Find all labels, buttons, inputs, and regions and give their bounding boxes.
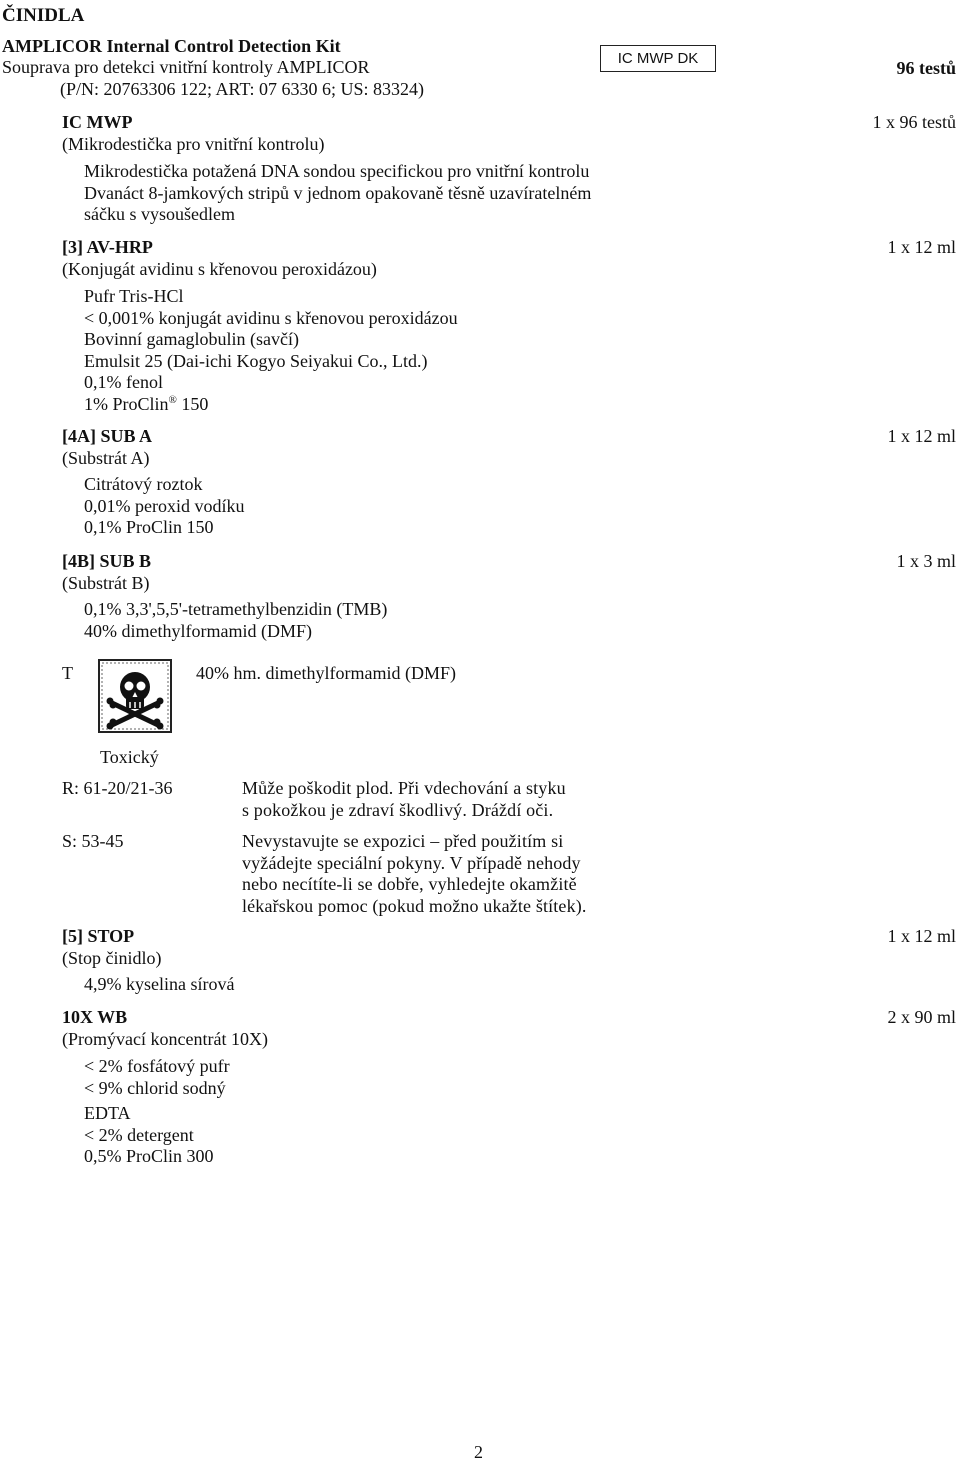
reagent-composition xyxy=(84,1056,230,1168)
hazard-letter: T xyxy=(62,663,73,683)
page-number: 2 xyxy=(474,1442,483,1462)
proclin-text: 1% ProClin xyxy=(84,393,169,414)
reagent-qty: 1 x 12 ml xyxy=(887,237,956,257)
reagent-qty: 2 x 90 ml xyxy=(887,1007,956,1027)
composition-line: 4,9% kyselina sírová xyxy=(84,974,235,994)
reagent-composition xyxy=(84,474,244,539)
composition-line: < 2% fosfátový pufr xyxy=(84,1056,230,1076)
registered-mark: ® xyxy=(168,393,177,406)
reagent-desc: (Konjugát avidinu s křenovou peroxidázou) xyxy=(62,259,377,279)
safety-line: lékařskou pomoc (pokud možno ukažte štítek). xyxy=(242,895,587,916)
reagent-desc: (Substrát A) xyxy=(62,448,150,468)
risk-phrase-code: R: 61-20/21-36 xyxy=(62,778,173,798)
risk-phrase-text xyxy=(242,778,566,821)
reagent-name: [4B] SUB B xyxy=(62,551,152,571)
composition-line: < 2% detergent xyxy=(84,1124,194,1145)
skull-crossbones-icon xyxy=(98,659,172,733)
reagent-desc: (Substrát B) xyxy=(62,573,150,593)
kit-tests-count: 96 testů xyxy=(896,58,956,78)
reagent-qty: 1 x 12 ml xyxy=(887,426,956,446)
hazard-label: Toxický xyxy=(100,747,159,767)
composition-line: Mikrodestička potažená DNA sondou specifickou pro vnitřní kontrolu xyxy=(84,161,590,181)
composition-line-proclin xyxy=(84,394,458,416)
composition-line: Emulsit 25 (Dai-ichi Kogyo Seiyakui Co., Ltd.) xyxy=(84,350,428,371)
composition-line: < 9% chlorid sodný xyxy=(84,1077,226,1098)
hazard-substance: 40% hm. dimethylformamid (DMF) xyxy=(196,663,456,683)
composition-line: Bovinní gamaglobulin (savčí) xyxy=(84,329,299,349)
reagent-name: [4A] SUB A xyxy=(62,426,153,446)
reagent-name: 10X WB xyxy=(62,1007,128,1027)
composition-line: Dvanáct 8-jamkových stripů v jednom opakovaně těsně uzavíratelném xyxy=(84,182,592,203)
reagent-name: IC MWP xyxy=(62,112,133,132)
composition-line: 0,1% 3,3',5,5'-tetramethylbenzidin (TMB) xyxy=(84,599,388,619)
reagent-composition xyxy=(84,974,234,996)
safety-phrase-code: S: 53-45 xyxy=(62,831,124,851)
proclin-number: 150 xyxy=(181,393,209,414)
kit-code-box: IC MWP DK xyxy=(600,45,716,72)
composition-line: 0,1% ProClin 150 xyxy=(84,517,214,537)
composition-line: 0,01% peroxid vodíku xyxy=(84,495,245,516)
reagent-qty: 1 x 12 ml xyxy=(887,926,956,946)
reagent-desc: (Stop činidlo) xyxy=(62,948,162,968)
reagent-composition xyxy=(84,599,387,642)
reagent-desc: (Mikrodestička pro vnitřní kontrolu) xyxy=(62,134,325,154)
reagent-composition xyxy=(84,286,458,415)
composition-line: 40% dimethylformamid (DMF) xyxy=(84,620,312,641)
safety-line: Nevystavujte se expozici – před použitím si xyxy=(242,831,564,851)
composition-line: Pufr Tris-HCl xyxy=(84,286,184,306)
risk-line: Může poškodit plod. Při vdechování a styku xyxy=(242,778,566,798)
composition-line: 0,1% fenol xyxy=(84,372,163,392)
reagent-qty: 1 x 3 ml xyxy=(896,551,956,571)
composition-line: 0,5% ProClin 300 xyxy=(84,1146,214,1166)
kit-part-numbers: (P/N: 20763306 122; ART: 07 6330 6; US: 83324) xyxy=(60,79,425,99)
composition-line: EDTA xyxy=(84,1103,131,1123)
safety-line: nebo necítíte-li se dobře, vyhledejte okamžitě xyxy=(242,874,577,894)
kit-subtitle: Souprava pro detekci vnitřní kontroly AMPLICOR xyxy=(2,57,370,77)
risk-line: s pokožkou je zdraví škodlivý. Dráždí oči. xyxy=(242,799,554,820)
reagent-composition xyxy=(84,161,591,226)
composition-line: sáčku s vysoušedlem xyxy=(84,204,235,224)
kit-name: AMPLICOR Internal Control Detection Kit xyxy=(2,36,341,56)
safety-line: vyžádejte speciální pokyny. V případě nehody xyxy=(242,852,581,873)
section-title: ČINIDLA xyxy=(2,5,85,26)
composition-line: Citrátový roztok xyxy=(84,474,203,494)
reagent-name: [5] STOP xyxy=(62,926,135,946)
composition-line: < 0,001% konjugát avidinu s křenovou peroxidázou xyxy=(84,307,458,328)
reagent-qty: 1 x 96 testů xyxy=(872,112,956,132)
reagent-name: [3] AV-HRP xyxy=(62,237,153,257)
reagent-desc: (Promývací koncentrát 10X) xyxy=(62,1029,268,1049)
safety-phrase-text xyxy=(242,831,587,917)
